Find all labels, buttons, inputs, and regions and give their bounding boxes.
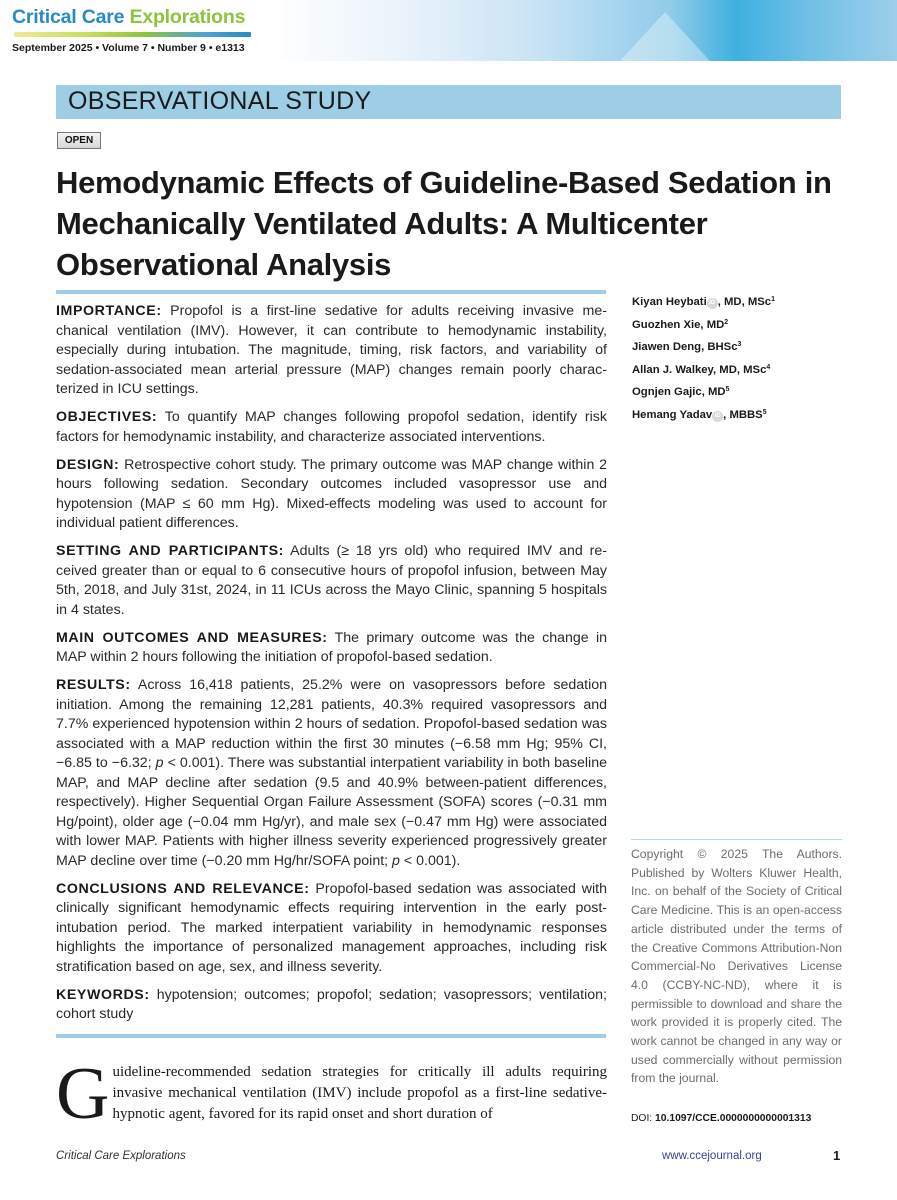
author-degrees: , BHSc (701, 341, 738, 354)
abstract-bottom-rule (56, 1034, 606, 1038)
affiliation-marker: 2 (724, 318, 729, 326)
footer-journal-name: Critical Care Explorations (56, 1150, 186, 1162)
author-degrees: , MD, MSc (713, 363, 767, 376)
author-name: Allan J. Walkey (632, 363, 713, 376)
footer-journal-link[interactable]: www.ccejournal.org (662, 1150, 762, 1162)
author-degrees: , MD (701, 386, 726, 399)
author[interactable] (632, 290, 842, 313)
affiliation-marker: 5 (762, 408, 767, 416)
section-label: DESIGN: (56, 456, 120, 473)
section-label: CONCLUSIONS AND RELEVANCE: (56, 880, 310, 897)
author[interactable] (632, 380, 842, 403)
section-text: Across 16,418 patients, 25.2% were on vasopressors before sedation initiation. Among the remaining 12,281 patients, 40.3% required vasopressors and 7.7% experienced hypotension within 2 hours of sedation. Propofol-based sedation was associated with a MAP reduction within the first 30 minutes (−6.58 mm Hg; 95% CI, −6.85 to −6.32; (56, 677, 607, 771)
author[interactable] (632, 403, 842, 426)
abstract-objectives (56, 408, 607, 447)
abstract-outcomes (56, 629, 607, 668)
author-degrees: , MD, MSc (717, 296, 772, 308)
section-label: RESULTS: (56, 677, 131, 693)
article-type-band (56, 85, 841, 119)
logo-text-part1: Critical Care (12, 6, 125, 28)
article-type: OBSERVATIONAL STUDY (68, 87, 372, 115)
affiliation-marker: 5 (725, 386, 730, 394)
abstract-keywords (56, 986, 607, 1025)
author-name: Jiawen Deng (632, 341, 702, 354)
section-text: < 0.001). There was substantial interpatient variability in both baseline MAP, and MAP decline after sedation (9.5 and 40.9% between-patient differences, respectively). Higher Sequential Organ Failure Assessment (SOFA) scores (−0.31 mm Hg/point), older age (−0.04 mm Hg/yr), and male sex (−0.47 mm Hg) were associated with lower MAP. Patients with higher illness severity experienced progressively greater MAP decline over time (−0.20 mm Hg/hr/SOFA point; (56, 755, 607, 869)
author-name: Guozhen Xie (632, 318, 701, 331)
section-text: The primary outcome was the change in MAP within 2 hours following the initiation of propofol-based sedation. (56, 629, 607, 665)
orcid-icon[interactable]: iD (707, 298, 718, 309)
section-label: SETTING AND PARTICIPANTS: (56, 543, 284, 559)
abstract-top-rule (56, 290, 606, 294)
p-value-symbol: p (155, 755, 164, 771)
orcid-icon[interactable]: iD (712, 411, 723, 422)
issue-info: September 2025 • Volume 7 • Number 9 • e1313 (12, 42, 245, 54)
sidebar-divider (631, 839, 842, 840)
author-name: Kiyan Heybati (632, 296, 707, 308)
body-text: uideline-recommended sedation strategies for critically ill adults requiring invasive mechanical ventilation (IMV) include propofol as a first-line sedative-hypnotic agent, favored for its rapid onset and short duration of (112, 1064, 607, 1122)
open-access-badge: OPEN (57, 132, 101, 149)
drop-cap: G (56, 1053, 110, 1135)
body-intro-paragraph (56, 1053, 607, 1135)
abstract-results (56, 676, 607, 871)
section-label: MAIN OUTCOMES AND MEASURES: (56, 629, 328, 646)
section-text: Adults (≥ 18 yrs old) who required IMV and received greater than or equal to 6 consecutive hours of propofol infusion, between May 5th, 2018, and July 31st, 2024, in 11 ICUs across the Mayo Clinic, spanning 5 hospitals in 4 states. (56, 543, 607, 618)
affiliation-marker: 3 (737, 341, 742, 349)
keywords-list: hypotension; outcomes; propofol; sedation; vasopressors; ventilation; cohort study (56, 986, 607, 1022)
section-text: To quantify MAP changes following propofol sedation, identify risk factors for hemodynamic instability, and characterize associated interventions. (56, 409, 607, 445)
affiliation-marker: 4 (766, 363, 771, 371)
section-text: Retrospective cohort study. The primary outcome was MAP change within 2 hours following sedation. Secondary outcomes included vasopressor use and hypotension (MAP ≤ 60 mm Hg). Mixed-effects modeling was used to account for individual patient differences. (56, 456, 607, 531)
article-title: Hemodynamic Effects of Guideline-Based Sedation in Mechanically Ventilated Adults: A Multicenter Observational Analysis (56, 165, 832, 282)
section-label: OBJECTIVES: (56, 409, 158, 425)
abstract-conclusions (56, 880, 607, 978)
abstract (56, 302, 607, 1033)
abstract-design (56, 456, 607, 534)
section-text: Propofol is a first-line sedative for adults receiving invasive mechanical ventilation (IMV). However, it can contribute to hemodynamic instability, especially during intubation. The magnitude, timing, risk factors, and variability of sedation-associated mean arterial pressure (MAP) changes remain poorly characterized in ICU settings. (56, 303, 607, 397)
journal-logo[interactable] (12, 6, 245, 29)
page-number: 1 (833, 1148, 841, 1163)
logo-underline-bar (14, 32, 251, 37)
p-value-symbol: p (392, 852, 400, 869)
section-text: < 0.001). (399, 852, 461, 869)
author-degrees: , MD (700, 318, 725, 331)
abstract-importance (56, 302, 607, 400)
doi-label: DOI: (631, 1113, 656, 1124)
section-label: IMPORTANCE: (56, 303, 162, 319)
author-name: Ognjen Gajic (632, 386, 702, 399)
author[interactable] (632, 335, 842, 358)
banner-decoration (620, 12, 710, 61)
doi[interactable] (631, 1113, 846, 1124)
abstract-setting (56, 542, 607, 620)
section-text: Propofol-based sedation was associated with clinically significant hemodynamic effects requiring intervention in the early post-intubation period. The marked interpatient variability in hemodynamic responses highlights the importance of personalized management approaches, including risk stratification based on age, sex, and illness severity. (56, 880, 608, 975)
author-name: Hemang Yadav (632, 408, 713, 421)
author[interactable] (632, 313, 842, 336)
affiliation-marker: 1 (771, 296, 775, 303)
logo-text-part2: Explorations (129, 6, 246, 28)
doi-value[interactable]: 10.1097/CCE.0000000000001313 (655, 1113, 812, 1124)
copyright-notice: Copyright © 2025 The Authors. Published by Wolters Kluwer Health, Inc. on behalf of the Society of Critical Care Medicine. This is an open-access article distributed under the terms of the Creative Commons Attribution-Non Commercial-No Derivatives License 4.0 (CCBY-NC-ND), where it is permissible to download and share the work provided it is properly cited. The work cannot be changed in any way or used commercially without permission from the journal. (631, 847, 842, 1086)
author-list (632, 290, 842, 426)
author-degrees: , MBBS (723, 408, 763, 421)
author[interactable] (632, 358, 842, 381)
section-label: KEYWORDS: (56, 986, 150, 1003)
